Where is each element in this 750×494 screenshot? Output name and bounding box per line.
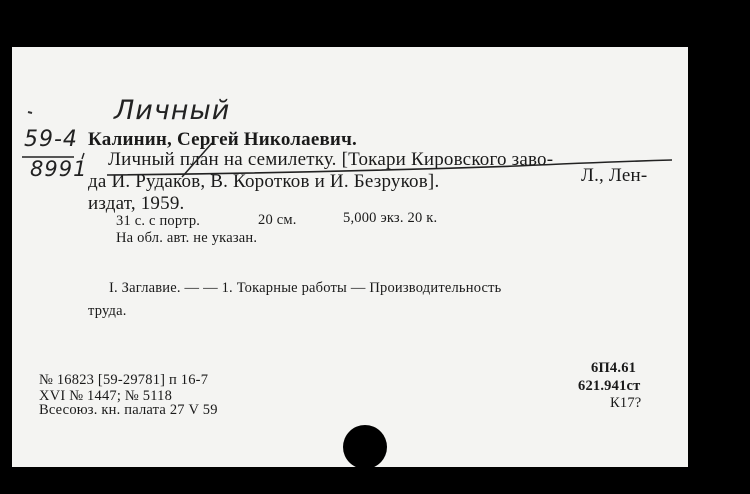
speck-mark: [28, 112, 32, 113]
author-heading: Калинин, Сергей Николаевич.: [88, 129, 357, 150]
title-line-1: Личный план на семилетку. [Токари Кировского заво-: [108, 149, 554, 170]
classification-2: 621.941ст: [578, 378, 641, 394]
collation-size: 20 см.: [258, 212, 297, 228]
publication-place: Л., Лен-: [581, 165, 648, 186]
record-number: № 16823 [59-29781] п 16-7: [39, 372, 209, 388]
title-line-3: издат, 1959.: [88, 193, 185, 214]
note: На обл. авт. не указан.: [116, 230, 258, 246]
book-chamber-line: Всесоюз. кн. палата 27 V 59: [39, 402, 218, 418]
series-line: XVI № 1447; № 5118: [39, 388, 173, 404]
shelf-mark-stroke: [82, 153, 84, 159]
collation-copies: 5,000 экз. 20 к.: [343, 210, 438, 226]
classification-3: К17?: [610, 395, 642, 411]
handwritten-title-word: Личный: [114, 95, 231, 126]
handwritten-marks: [12, 47, 688, 467]
title-slash-mark: [182, 143, 212, 177]
title-underline-mark: [107, 160, 672, 175]
handwritten-shelf-mark-top: 59-4: [24, 127, 78, 152]
punch-hole: [343, 425, 387, 469]
catalog-card: [12, 47, 688, 467]
title-line-2: да И. Рудаков, В. Коротков и И. Безруков].: [88, 171, 440, 192]
tracings-line-1: I. Заглавие. — — 1. Токарные работы — Производительность: [109, 280, 502, 296]
tracings-line-2: труда.: [88, 303, 127, 319]
collation-pages: 31 с. с портр.: [116, 213, 201, 229]
classification-1: 6П4.61: [591, 360, 637, 376]
handwritten-shelf-mark-bottom: 8991: [30, 157, 88, 181]
